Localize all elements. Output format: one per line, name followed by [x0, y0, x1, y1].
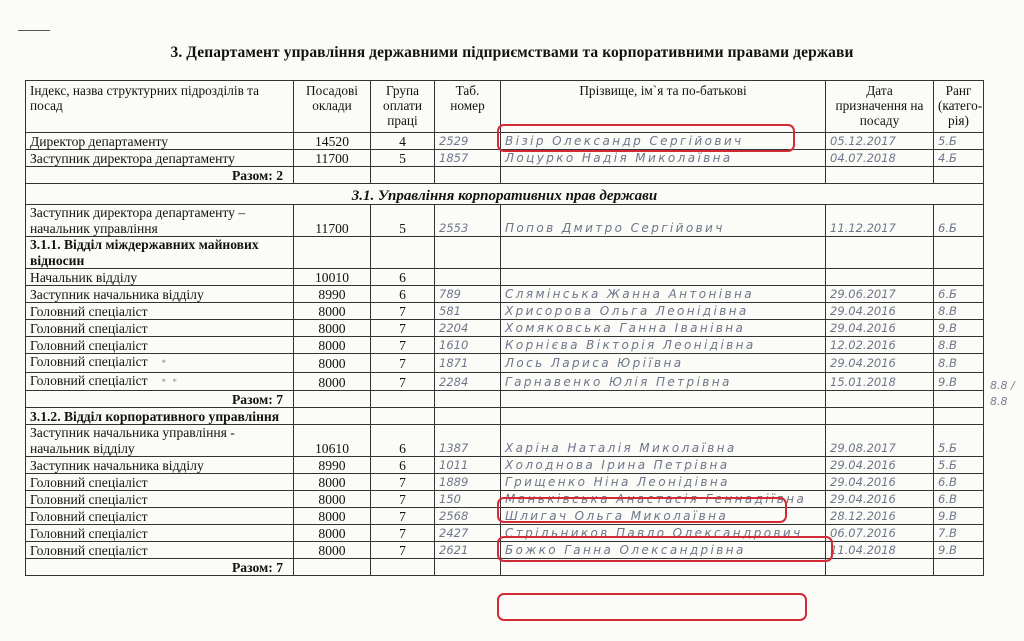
position-cell: Головний спеціаліст — [26, 525, 294, 542]
rank-cell: 5.Б — [934, 457, 984, 474]
name-cell: Попов Дмитро Сергійович — [501, 205, 826, 237]
department-rows — [26, 425, 984, 559]
name-cell: Харіна Наталія Миколаївна — [501, 425, 826, 457]
date-cell: 11.12.2017 — [826, 205, 934, 237]
rank-cell: 9.В — [934, 508, 984, 525]
table-row — [26, 286, 984, 303]
salary-cell: 8990 — [294, 457, 371, 474]
salary-cell: 8000 — [294, 525, 371, 542]
table-row — [26, 525, 984, 542]
position-cell: Головний спеціаліст — [26, 491, 294, 508]
position-cell: Заступник начальника відділу — [26, 286, 294, 303]
table-row — [26, 303, 984, 320]
tab-cell: 1011 — [435, 457, 501, 474]
position-cell: Головний спеціаліст — [26, 474, 294, 491]
tab-cell: 1387 — [435, 425, 501, 457]
tab-cell: 1871 — [435, 354, 501, 373]
total-row — [26, 559, 984, 576]
salary-cell: 10610 — [294, 425, 371, 457]
table-row — [26, 491, 984, 508]
header-index: Індекс, назва структурних підрозділів та посад — [26, 81, 294, 133]
salary-cell: 11700 — [294, 205, 371, 237]
salary-cell: 8000 — [294, 372, 371, 391]
date-cell: 04.07.2018 — [826, 150, 934, 167]
tab-cell: 2568 — [435, 508, 501, 525]
name-cell: Божко Ганна Олександрівна — [501, 542, 826, 559]
position-cell: Головний спеціаліст — [26, 542, 294, 559]
group-cell: 6 — [371, 457, 435, 474]
rank-cell: 8.В — [934, 354, 984, 373]
name-cell: Слямінська Жанна Антонівна — [501, 286, 826, 303]
tab-cell: 581 — [435, 303, 501, 320]
rank-cell: 6.Б — [934, 205, 984, 237]
table-row — [26, 542, 984, 559]
position-cell: Начальник відділу — [26, 269, 294, 286]
table-row — [26, 354, 984, 373]
tab-cell: 789 — [435, 286, 501, 303]
group-cell: 7 — [371, 542, 435, 559]
table-row — [26, 337, 984, 354]
tab-cell: 2284 — [435, 372, 501, 391]
total-label: Разом: 7 — [26, 391, 294, 408]
group-cell: 5 — [371, 205, 435, 237]
date-cell: 29.04.2016 — [826, 320, 934, 337]
tab-cell: 2204 — [435, 320, 501, 337]
position-cell: Директор департаменту — [26, 133, 294, 150]
rank-cell: 9.В — [934, 320, 984, 337]
header-date: Дата призначення на посаду — [826, 81, 934, 133]
tab-cell: 2529 — [435, 133, 501, 150]
group-cell: 6 — [371, 269, 435, 286]
group-cell: 7 — [371, 337, 435, 354]
position-cell: Заступник начальника відділу — [26, 457, 294, 474]
total-label: Разом: 2 — [26, 167, 294, 184]
date-cell: 29.04.2016 — [826, 491, 934, 508]
name-cell: Хомяковська Ганна Іванівна — [501, 320, 826, 337]
rank-cell: 5.Б — [934, 133, 984, 150]
date-cell: 29.08.2017 — [826, 425, 934, 457]
date-cell: 05.12.2017 — [826, 133, 934, 150]
salary-cell: 11700 — [294, 150, 371, 167]
salary-cell: 14520 — [294, 133, 371, 150]
date-cell: 28.12.2016 — [826, 508, 934, 525]
table-row — [26, 205, 984, 237]
position-cell: Головний спеціаліст — [26, 320, 294, 337]
department-title: 3.1.1. Відділ міждержавних майнових відносин — [26, 237, 294, 269]
tab-cell: 2427 — [435, 525, 501, 542]
date-cell: 29.04.2016 — [826, 303, 934, 320]
header-tab: Таб. номер — [435, 81, 501, 133]
salary-cell: 8000 — [294, 474, 371, 491]
name-cell: Стрільников Павло Олександрович — [501, 525, 826, 542]
rank-cell: 6.В — [934, 474, 984, 491]
rank-cell: 6.Б — [934, 286, 984, 303]
group-cell: 7 — [371, 508, 435, 525]
table-row — [26, 320, 984, 337]
name-cell: Гарнавенко Юлія Петрівна — [501, 372, 826, 391]
salary-cell: 8000 — [294, 491, 371, 508]
rank-cell: 4.Б — [934, 150, 984, 167]
position-cell: Головний спеціаліст * — [26, 354, 294, 373]
position-cell: Головний спеціаліст — [26, 508, 294, 525]
tab-cell: 150 — [435, 491, 501, 508]
margin-note: 8.8 / 8.8 — [990, 379, 1015, 408]
table-row — [26, 269, 984, 286]
rank-cell: 8.В — [934, 303, 984, 320]
tab-cell — [435, 269, 501, 286]
header-salary: Посадові оклади — [294, 81, 371, 133]
date-cell — [826, 269, 934, 286]
header-rank: Ранг (катего-рія) — [934, 81, 984, 133]
staff-table — [25, 80, 984, 576]
date-cell: 12.02.2016 — [826, 337, 934, 354]
name-cell: Хрисорова Ольга Леонідівна — [501, 303, 826, 320]
date-cell: 06.07.2016 — [826, 525, 934, 542]
name-cell: Корнієва Вікторія Леонідівна — [501, 337, 826, 354]
rank-cell: 6.В — [934, 491, 984, 508]
name-cell: Лоцурко Надія Миколаївна — [501, 150, 826, 167]
position-cell: Заступник директора департаменту — [26, 150, 294, 167]
group-cell: 4 — [371, 133, 435, 150]
salary-cell: 8990 — [294, 286, 371, 303]
date-cell: 15.01.2018 — [826, 372, 934, 391]
section-header-row — [26, 184, 984, 205]
table-row — [26, 508, 984, 525]
rank-cell — [934, 269, 984, 286]
salary-cell: 8000 — [294, 542, 371, 559]
position-cell: Заступник начальника управління - начальник відділу — [26, 425, 294, 457]
group-cell: 7 — [371, 474, 435, 491]
group-cell: 7 — [371, 491, 435, 508]
salary-cell: 8000 — [294, 508, 371, 525]
group-cell: 7 — [371, 354, 435, 373]
table-row — [26, 457, 984, 474]
department-title: 3.1.2. Відділ корпоративного управління — [26, 408, 294, 425]
name-cell: Візір Олександр Сергійович — [501, 133, 826, 150]
group-cell: 7 — [371, 303, 435, 320]
rank-cell: 9.В — [934, 372, 984, 391]
rank-cell: 5.Б — [934, 425, 984, 457]
group-cell: 7 — [371, 372, 435, 391]
table-row — [26, 133, 984, 150]
position-cell: Головний спеціаліст — [26, 303, 294, 320]
total-label: Разом: 7 — [26, 559, 294, 576]
salary-cell: 10010 — [294, 269, 371, 286]
name-cell — [501, 269, 826, 286]
position-cell: Заступник директора департаменту – начальник управління — [26, 205, 294, 237]
group-cell: 6 — [371, 425, 435, 457]
table-row — [26, 474, 984, 491]
group-cell: 7 — [371, 320, 435, 337]
salary-cell: 8000 — [294, 303, 371, 320]
name-cell: Грищенко Ніна Леонідівна — [501, 474, 826, 491]
name-cell: Маньківська Анастасія Геннадіївна — [501, 491, 826, 508]
name-cell: Шлигач Ольга Миколаївна — [501, 508, 826, 525]
salary-cell: 8000 — [294, 354, 371, 373]
department-rows — [26, 269, 984, 391]
page-title: 3. Департамент управління державними підприємствами та корпоративними правами держави — [170, 44, 854, 61]
asterisk-mark: * — [161, 358, 169, 368]
date-cell: 29.04.2016 — [826, 474, 934, 491]
asterisk-mark: * * — [161, 376, 179, 387]
total-row — [26, 391, 984, 408]
rank-cell: 8.В — [934, 337, 984, 354]
group-cell: 5 — [371, 150, 435, 167]
tab-cell: 1857 — [435, 150, 501, 167]
department-title-row — [26, 237, 984, 269]
name-cell: Холоднова Ірина Петрівна — [501, 457, 826, 474]
name-cell: Лось Лариса Юріївна — [501, 354, 826, 373]
header-name: Прізвище, ім`я та по-батькові — [501, 81, 826, 133]
table-row — [26, 150, 984, 167]
position-cell: Головний спеціаліст * * — [26, 372, 294, 391]
header-group: Група оплати праці — [371, 81, 435, 133]
position-cell: Головний спеціаліст — [26, 337, 294, 354]
date-cell: 29.06.2017 — [826, 286, 934, 303]
date-cell: 11.04.2018 — [826, 542, 934, 559]
date-cell: 29.04.2016 — [826, 354, 934, 373]
tab-cell: 1889 — [435, 474, 501, 491]
tab-cell: 2553 — [435, 205, 501, 237]
rank-cell: 7.В — [934, 525, 984, 542]
table-row — [26, 425, 984, 457]
department-title-row — [26, 408, 984, 425]
salary-cell: 8000 — [294, 337, 371, 354]
rank-cell: 9.В — [934, 542, 984, 559]
salary-cell: 8000 — [294, 320, 371, 337]
date-cell: 29.04.2016 — [826, 457, 934, 474]
scan-mark — [18, 30, 50, 31]
group-cell: 7 — [371, 525, 435, 542]
tab-cell: 2621 — [435, 542, 501, 559]
tab-cell: 1610 — [435, 337, 501, 354]
total-row — [26, 167, 984, 184]
section-title: 3.1. Управління корпоративних прав держави — [26, 184, 984, 205]
highlight-oval — [497, 593, 807, 621]
group-cell: 6 — [371, 286, 435, 303]
table-row — [26, 372, 984, 391]
